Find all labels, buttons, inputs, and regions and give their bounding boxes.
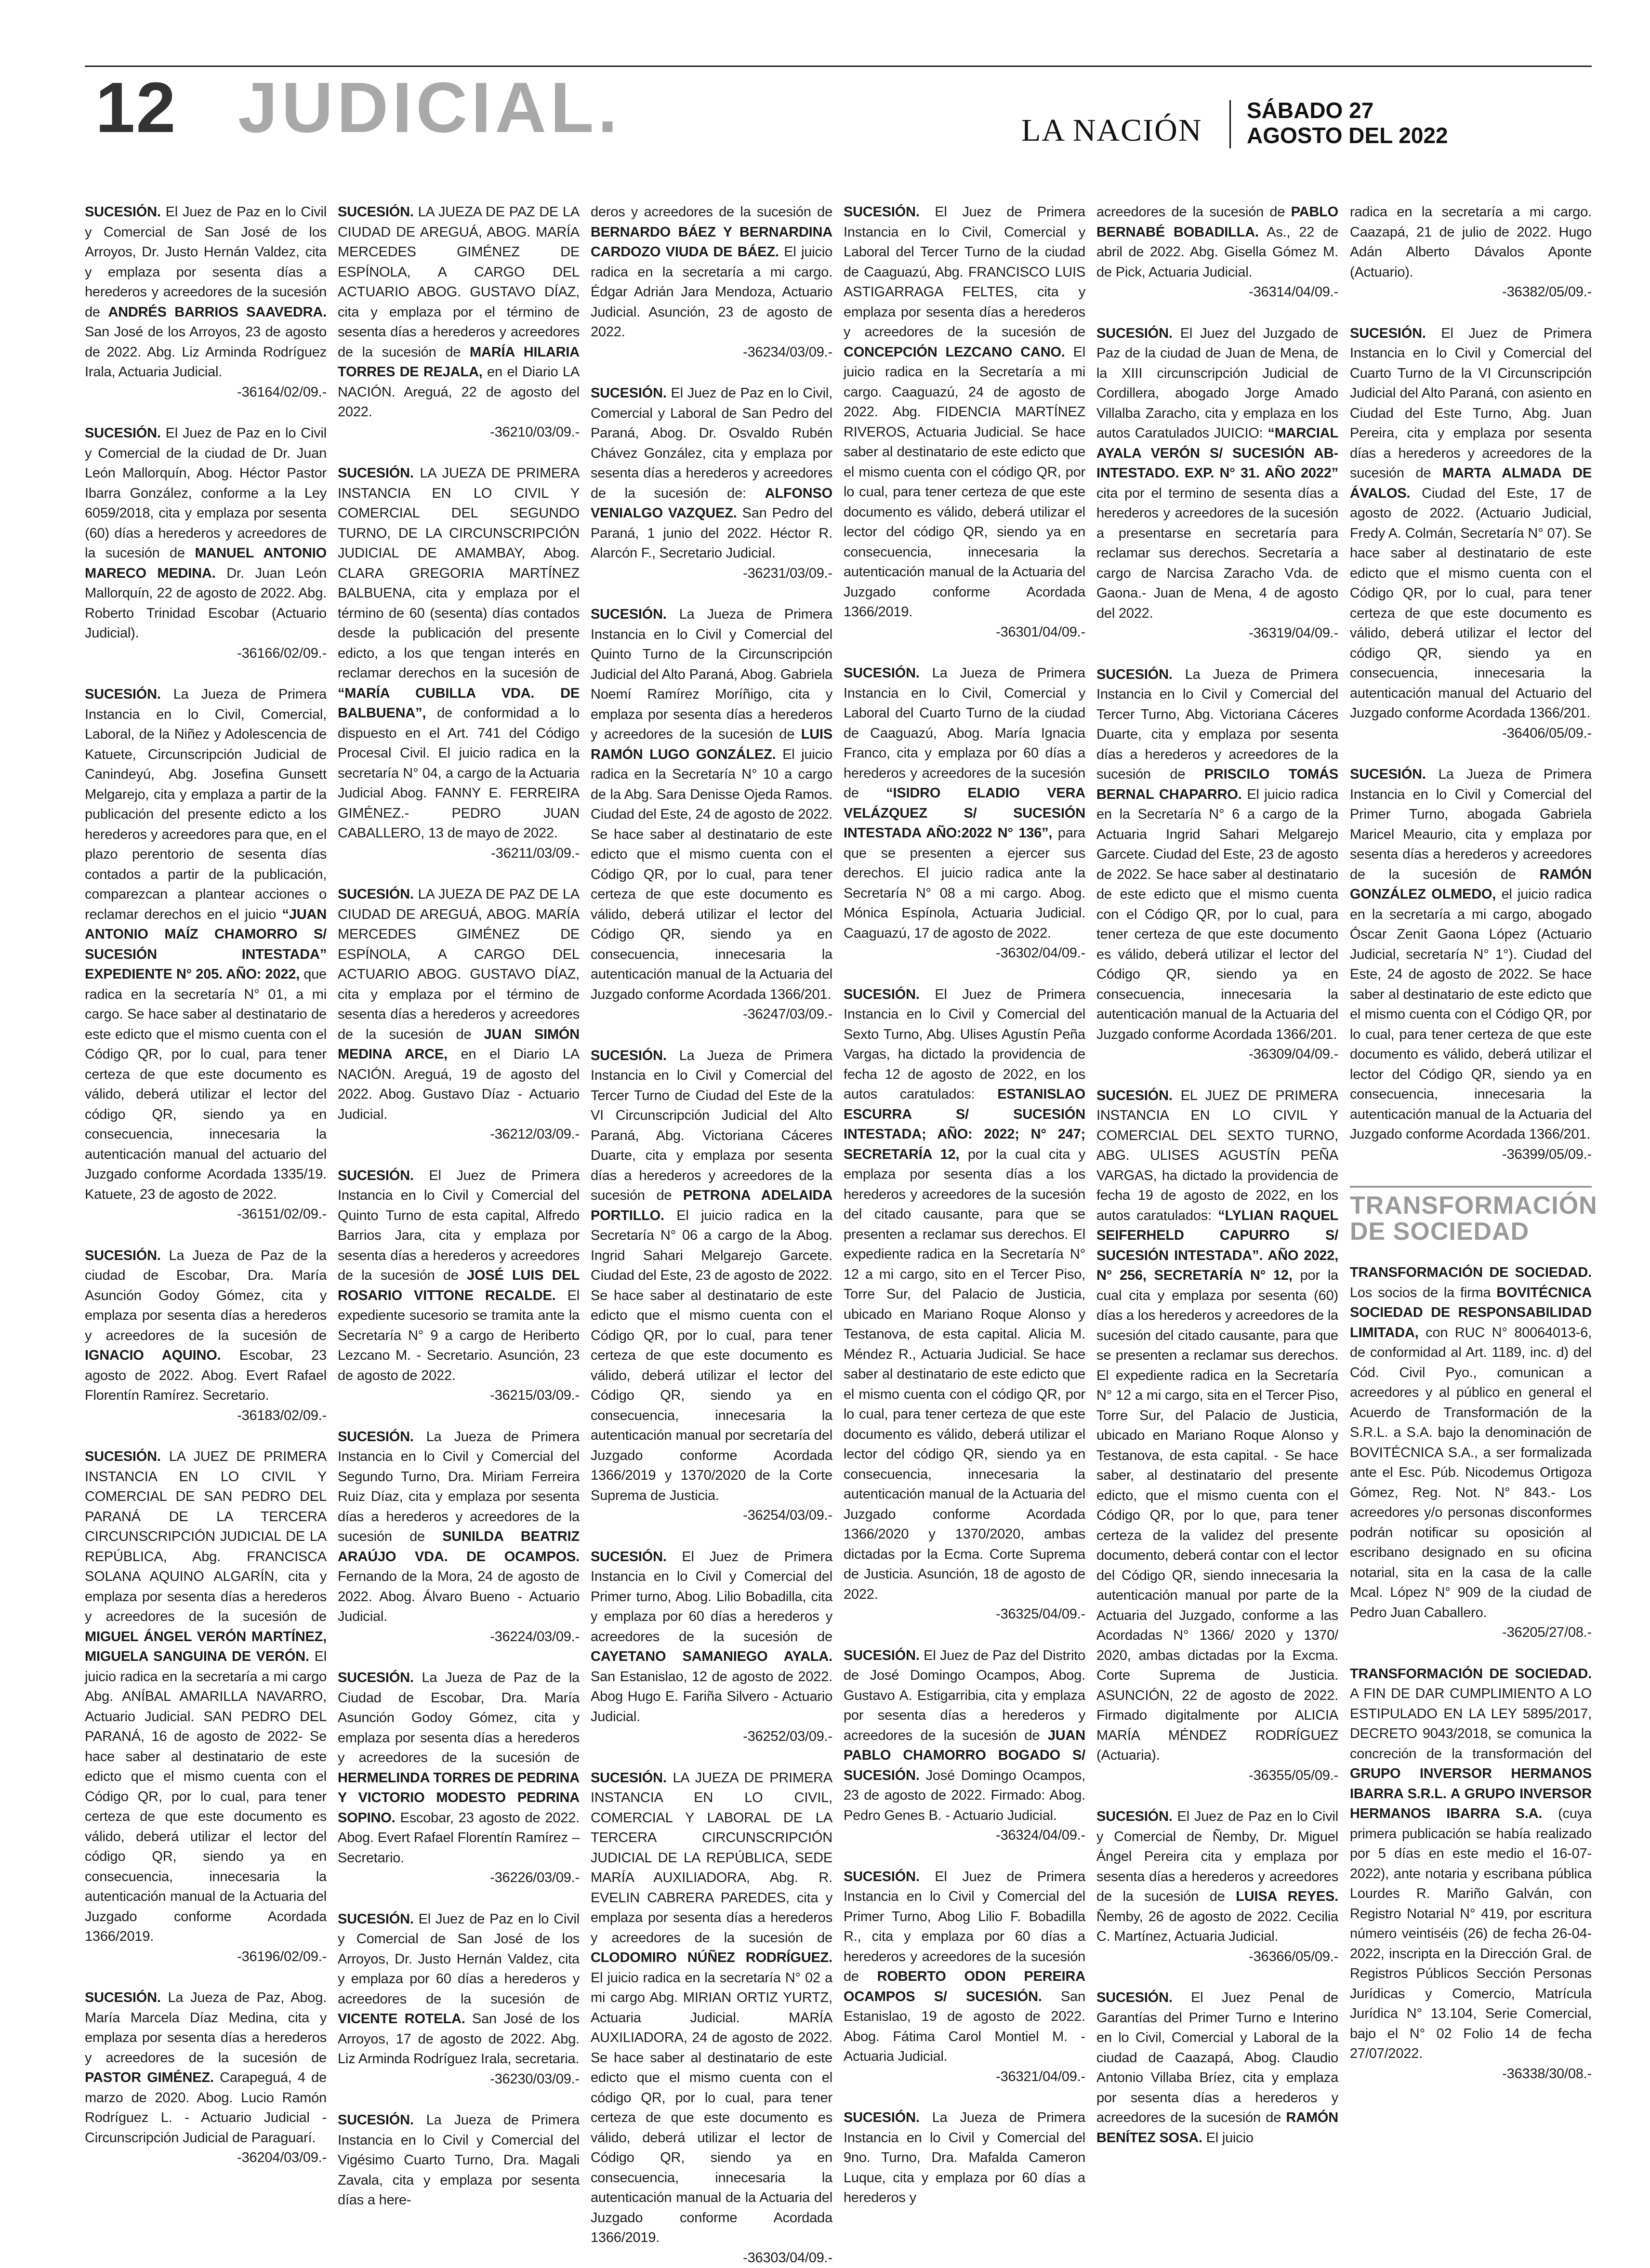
notice-text-end: el juicio radica en la secretaría a mi cargo, abogado Óscar Zenit Gaona López (Actuario Judicial, secretaría N° 1°). Ciudad del Este, 24 de agosto de 2022. Se hace saber al destinatario de este edicto que el mismo cuenta con el Código QR, por lo cual, para tener certeza de que este documento es válido, deberá utilizar el lector del Código QR, siendo ya en consecuencia, innecesaria la autenticación manual de la Actuaria del Juzgado conforme Acordada 1366/201. [1350, 887, 1592, 1142]
date-month-year: AGOSTO DEL 2022 [1247, 124, 1448, 146]
notice-text: radica en la secretaría a mi cargo. Caazapá, 21 de julio de 2022. Hugo Adán Alberto Dávalos Aponte (Actuario). [1350, 204, 1592, 280]
legal-notice [591, 384, 832, 584]
notice-text: El Juez de Paz en lo Civil y Comercial de la ciudad de Dr. Juan León Mallorquín, Abog. Héctor Pastor Ibarra González, conforme a la Ley 6059/2018, cita y emplaza por sesenta (60) días a herederos y acreedores de la sucesión de [85, 425, 327, 561]
notice-text-end: El juicio radica en la Secretaría N° 10 a cargo de la Abg. Sara Denisse Ojeda Ramos. Ciudad del Este, 24 de agosto de 2022. Se hace saber al destinatario de este edicto que el mismo cuenta con el Código QR, por lo cual, para tener certeza de que este documento es válido, deberá utilizar el lector del Código QR, siendo ya en consecuencia, innecesaria la autenticación manual de la Actuaria del Juzgado conforme Acordada 1366/201. [591, 747, 832, 1002]
notice-name: JUAN SIMÓN MEDINA ARCE, [338, 1027, 580, 1062]
notice-type: SUCESIÓN. [591, 1048, 667, 1063]
notice-type: SUCESIÓN. [1096, 1809, 1173, 1824]
legal-notice [1350, 765, 1592, 1165]
notice-text: La Jueza de Primera Instancia en lo Civil y Comercial del Quinto Turno de la Circunscripción Judicial del Alto Paraná, Abog. Gabriela Noemí Ramírez Moríñigo, cita y emplaza por sesenta días a herederos y acreedores de la sucesión de [591, 607, 832, 742]
notice-name: MIGUEL ÁNGEL VERÓN MARTÍNEZ, MIGUELA SANGUINA DE VERÓN. [85, 1629, 327, 1665]
legal-notice [844, 985, 1085, 1625]
notice-text-end: cita por el termino de sesenta días a herederos y acreedores de la sucesión a presentarse en secretaría para reclamar sus derechos. Secretaría a cargo de Narcisa Zaracho Vda. de Gaona.- Juan de Mena, 4 de agosto del 2022. [1096, 486, 1338, 621]
legal-notice [1350, 1664, 1592, 2084]
legal-notice [85, 424, 327, 663]
notice-code: -36303/04/09.- [591, 2248, 832, 2268]
notice-type: SUCESIÓN. [338, 465, 414, 481]
notice-name: MARTA ALMADA DE ÁVALOS. [1350, 465, 1592, 501]
notice-text: LA JUEZA DE PAZ DE LA CIUDAD DE AREGUÁ, ABOG. MARÍA MERCEDES GIMÉNEZ DE ESPÍNOLA, A CARGO DEL ACTUARIO ABOG. GUSTAVO DÍAZ, cita y emplaza por el término de sesenta días a herederos y acreedores de la sucesión de [338, 204, 580, 360]
notice-type: SUCESIÓN. [591, 1549, 667, 1565]
notice-code: -36324/04/09.- [844, 1826, 1085, 1846]
notice-text-end: José Domingo Ocampos, 23 de agosto de 2022. Firmado: Abog. Pedro Genes B. - Actuario Judicial. [844, 1768, 1085, 1823]
notice-text-end: El juicio radica en la secretaría a mi cargo Abg. ANÍBAL AMARILLA NAVARRO, Actuario Judicial. SAN PEDRO DEL PARANÁ, 16 de agosto de 2022- Se hace saber al destinatario de este edicto que el mismo cuenta con el Código QR, por lo cual, para tener certeza de que este documento es válido, deberá utilizar el lector del código QR, siendo ya en consecuencia, innecesaria la autenticación manual de la Actuaria del Juzgado conforme Acordada 1366/2019. [85, 1649, 327, 1944]
notice-text: El Juez del Juzgado de Paz de la ciudad de Juan de Mena, de la XIII circunscripción Judicial de Cordillera, abogado Jorge Amado Villalba Zaracho, cita y emplaza en los autos Caratulados JUICIO: [1096, 326, 1338, 441]
notice-name: PABLO BERNABÉ BOBADILLA. [1096, 204, 1338, 240]
notice-text-end: Fernando de la Mora, 24 de agosto de 2022. Abog. Álvaro Bueno - Actuario Judicial. [338, 1569, 580, 1624]
legal-notice [1096, 202, 1338, 303]
notice-name: JUAN PABLO CHAMORRO BOGADO S/ SUCESIÓN. [844, 1728, 1085, 1783]
column-4 [844, 202, 1085, 2072]
notice-code: -36212/03/09.- [338, 1125, 580, 1145]
legal-notice [85, 1988, 327, 2168]
notice-name: JOSÉ LUIS DEL ROSARIO VITTONE RECALDE. [338, 1268, 580, 1303]
notice-text-end: Dr. Juan León Mallorquín, 22 de agosto de 2022. Abg. Roberto Trinidad Escobar (Actuario Judicial). [85, 566, 327, 641]
notice-code: -36196/02/09.- [85, 1947, 327, 1967]
notice-code: -36211/03/09.- [338, 844, 580, 864]
classifieds-columns [85, 202, 1592, 2072]
newspaper-logo[interactable]: LA NACIÓN [1021, 115, 1202, 146]
notice-name: GRUPO INVERSOR HERMANOS IBARRA S.R.L. A GRUPO INVERSOR HERMANOS IBARRA S.A. [1350, 1766, 1592, 1821]
notice-code: -36406/05/09.- [1350, 724, 1592, 744]
notice-type: SUCESIÓN. [1096, 667, 1173, 682]
notice-type: SUCESIÓN. [85, 1990, 161, 2005]
header-separator [1229, 100, 1231, 148]
notice-text: La Jueza de Primera Instancia en lo Civil y Comercial del Segundo Turno, Dra. Miriam Ferreira Ruiz Díaz, cita y emplaza por sesenta días a herederos y acreedores de la sucesión de [338, 1429, 580, 1545]
notice-code: -36234/03/09.- [591, 343, 832, 363]
notice-type: SUCESIÓN. [338, 1670, 414, 1685]
notice-type: TRANSFORMACIÓN DE SOCIEDAD. [1350, 1666, 1592, 1682]
notice-type: SUCESIÓN. [1350, 326, 1426, 341]
notice-type: SUCESIÓN. [85, 1248, 161, 1263]
legal-notice [1350, 324, 1592, 744]
legal-notice [338, 1910, 580, 2090]
legal-notice [844, 202, 1085, 642]
notice-name: “MARÍA CUBILLA VDA. DE BALBUENA”, [338, 686, 580, 721]
notice-text: El Juez de Primera Instancia en lo Civil y Comercial del Quinto Turno de esta capital, Alfredo Barrios Jara, cita y emplaza por sesenta días a herederos y acreedores de la sucesión de [338, 1168, 580, 1284]
notice-type: SUCESIÓN. [338, 1429, 414, 1445]
legal-notice [338, 1427, 580, 1647]
notice-text-end: Ciudad del Este, 17 de agosto de 2022. (Actuario Judicial, Fredy A. Colmán, Secretaría N° 07). Se hace saber al destinatario de este edicto que el mismo cuenta con el Código QR, por lo cual, para tener certeza de que este documento es válido, deberá utilizar el lector del código QR, siendo ya en consecuencia, innecesaria la autenticación manual del Actuario del Juzgado conforme Acordada 1366/201. [1350, 486, 1592, 721]
notice-name: IGNACIO AQUINO. [85, 1348, 221, 1363]
legal-notice [844, 1646, 1085, 1846]
notice-text: deros y acreedores de la sucesión de [591, 204, 832, 220]
legal-notice [338, 885, 580, 1145]
notice-type: SUCESIÓN. [85, 425, 161, 441]
notice-name: RAMÓN GONZÁLEZ OLMEDO, [1350, 867, 1592, 902]
notice-text: El Juez de Primera Instancia en lo Civil, Comercial y Laboral del Tercer Turno de la ciudad de Caaguazú, Abg. FRANCISCO LUIS ASTIGARRAGA FELTES, cita y emplaza por sesenta días a herederos y acreedores de la sucesión de [844, 204, 1085, 340]
legal-notice [1096, 665, 1338, 1065]
notice-code: -36314/04/09.- [1096, 282, 1338, 303]
legal-notice [844, 663, 1085, 964]
notice-name: MARÍA HILARIA TORRES DE REJALA, [338, 345, 580, 380]
notice-text-end: San José de los Arroyos, 23 de agosto de 2022. Abg. Liz Arminda Rodríguez Irala, Actuaria Judicial. [85, 324, 327, 380]
legal-notice [1350, 202, 1592, 303]
section-title: JUDICIAL. [238, 72, 621, 144]
legal-notice [338, 2110, 580, 2211]
column-6 [1350, 202, 1592, 2072]
notice-type: SUCESIÓN. [338, 2112, 414, 2128]
legal-notice [338, 464, 580, 863]
page-number: 12 [95, 72, 177, 144]
notice-text-end: Ñemby, 26 de agosto de 2022. Cecilia C. Martínez, Actuaria Judicial. [1096, 1909, 1338, 1945]
notice-type: SUCESIÓN. [844, 204, 920, 220]
legal-notice [591, 202, 832, 362]
notice-text-end: Carapeguá, 4 de marzo de 2020. Abog. Lucio Ramón Rodríguez L. - Actuario Judicial - Circunscripción Judicial de Paraguarí. [85, 2070, 327, 2146]
notice-type: SUCESIÓN. [338, 1168, 414, 1183]
notice-text: A FIN DE DAR CUMPLIMIENTO A LO ESTIPULADO EN LA LEY 5895/2017, DECRETO 9043/2018, se comunica la concreción de la transformación del [1350, 1686, 1592, 1762]
notice-name: VICENTE ROTELA. [338, 2011, 465, 2027]
notice-name: “ISIDRO ELADIO VERA VELÁZQUEZ S/ SUCESIÓN INTESTADA AÑO:2022 N° 136”, [844, 785, 1085, 841]
legal-notice [85, 1447, 327, 1967]
notice-code: -36319/04/09.- [1096, 623, 1338, 644]
legal-notice [591, 1046, 832, 1526]
notice-text: El Juez de Paz en lo Civil y Comercial de San José de los Arroyos, Dr. Justo Hernán Valdez, cita y emplaza por 60 días a herederos y acreedores de la sucesión de [338, 1911, 580, 2007]
notice-code: -36355/05/09.- [1096, 1766, 1338, 1786]
notice-text: Los socios de la firma [1350, 1285, 1496, 1300]
notice-text: acreedores de la sucesión de [1096, 204, 1291, 220]
notice-code: -36382/05/09.- [1350, 282, 1592, 303]
notice-text-end: de conformidad a lo dispuesto en el Art. 741 del Código Procesal Civil. El juicio radica en la secretaría N° 04, a cargo de la Actuaria Judicial Abog. FANNY E. FERREIRA GIMÉNEZ.- PEDRO JUAN CABALLERO, 13 de mayo de 2022. [338, 705, 580, 841]
notice-code: -36226/03/09.- [338, 1868, 580, 1888]
notice-code: -36252/03/09.- [591, 1727, 832, 1747]
notice-text: La Jueza de Primera Instancia en lo Civil y Comercial del Tercer Turno, Abg. Victoriana Cáceres Duarte, cita y emplaza por sesenta días a herederos y acreedores de la sucesión de [1096, 667, 1338, 783]
notice-code: -36210/03/09.- [338, 423, 580, 443]
notice-name: “LYLIAN RAQUEL SEIFERHELD CAPURRO S/ SUCESIÓN INTESTADA”. AÑO 2022, N° 256, SECRETARÍA N° 12, [1096, 1208, 1338, 1284]
notice-name: “JUAN ANTONIO MAÍZ CHAMORRO S/ SUCESIÓN INTESTADA” EXPEDIENTE N° 205. AÑO: 2022, [85, 907, 327, 982]
notice-type: SUCESIÓN. [591, 607, 667, 622]
legal-notice [591, 1547, 832, 1747]
notice-name: ROBERTO ODON PEREIRA OCAMPOS S/ SUCESIÓN. [844, 1969, 1085, 2004]
legal-notice [844, 1867, 1085, 2087]
notice-text: LA JUEZA DE PAZ DE LA CIUDAD DE AREGUÁ, ABOG. MARÍA MERCEDES GIMÉNEZ DE ESPÍNOLA, A CARGO DEL ACTUARIO ABOG. GUSTAVO DÍAZ, cita y emplaza por el término de sesenta días a herederos y acreedores de la sucesión de [338, 887, 580, 1042]
notice-type: SUCESIÓN. [844, 2110, 920, 2125]
notice-code: -36151/02/09.- [85, 1205, 327, 1225]
legal-notice [338, 202, 580, 442]
notice-text: LA JUEZA DE PRIMERA INSTANCIA EN LO CIVIL Y COMERCIAL DEL SEGUNDO TURNO, DE LA CIRCUNSCRIPCIÓN JUDICIAL DE AMAMBAY, Abog. CLARA GREGORIA MARTÍNEZ BALBUENA, cita y emplaza por el término de 60 (sesenta) días contados desde la publicación del presente edicto, a los que tengan interés en reclamar derechos en la sucesión de [338, 465, 580, 681]
notice-name: PETRONA ADELAIDA PORTILLO. [591, 1188, 832, 1223]
notice-code: -36247/03/09.- [591, 1005, 832, 1025]
notice-text-end: Escobar, 23 agosto de 2022. Abog. Evert Rafael Florentín Ramírez – Secretario. [338, 1810, 580, 1866]
notice-text-end: El juicio radica en la secretaría a mi cargo. Édgar Adrián Jara Mendoza, Actuario Judicial. Asunción, 23 de agosto de 2022. [591, 244, 832, 340]
notice-text: El Juez de Primera Instancia en lo Civil y Comercial del Cuarto Turno de la VI Circunscripción Judicial del Alto Paraná, con asiento en Ciudad del Este Turno, Abg. Juan Pereira, cita y emplaza por sesenta días a herederos y acreedores de la sucesión de [1350, 326, 1592, 481]
notice-type: TRANSFORMACIÓN DE SOCIEDAD. [1350, 1265, 1592, 1280]
notice-text: El Juez Penal de Garantías del Primer Turno e Interino en lo Civil, Comercial y Laboral de la ciudad de Caazapá, Abog. Claudio Antonio Villaba Bríez, cita y emplaza por sesenta días a herederos y acreedores de la sucesión de [1096, 1990, 1338, 2125]
notice-code: -36301/04/09.- [844, 623, 1085, 643]
notice-text-end: San Estanislao, 12 de agosto de 2022. Abog Hugo E. Fariña Silvero - Actuario Judicial. [591, 1669, 832, 1724]
notice-text-end: en el Diario LA NACIÓN. Areguá, 22 de agosto del 2022. [338, 364, 580, 420]
notice-text: La Jueza de Primera Instancia en lo Civil, Comercial y Laboral del Cuarto Turno de la ciudad de Caaguazú, Abog. María Ignacia Franco, cita y emplaza por 60 días a herederos y acreedores de la sucesión de [844, 665, 1085, 801]
notice-text-end: (cuya primera publicación se había realizado por 5 días en este medio el 16-07-2022), ante notaria y escribana pública Lourdes R. Mariño Galván, con Registro Notarial N° 419, por escritura número veintiséis (26) de fecha 26-04-2022, inscripta en la Dirección Gral. de Registros Públicos Sección Personas Jurídicas y Comercio, Matrícula Jurídica N° 13.104, Serie Comercial, bajo el N° 02 Folio 14 de fecha 27/07/2022. [1350, 1806, 1592, 2061]
notice-text: El Juez de Paz en lo Civil, Comercial y Laboral de San Pedro del Paraná, Abog. Dr. Osvaldo Rubén Chávez González, cita y emplaza por sesenta días a herederos y acreedores de la sucesión de: [591, 385, 832, 501]
legal-notice [591, 1768, 832, 2268]
notice-code: -36399/05/09.- [1350, 1145, 1592, 1165]
notice-text-end: El juicio radica en la Secretaría a mi cargo. Caaguazú, 24 de agosto de 2022. Abg. FIDENCIA MARTÍNEZ RIVEROS, Actuaria Judicial. Se hace saber al destinatario de este edicto que el mismo cuenta con el código QR, por lo cual, para tener certeza de que este documento es válido, deberá utilizar el lector del código QR, siendo ya en consecuencia, innecesaria la autenticación manual de la Actuaria del Juzgado conforme Acordada 1366/2019. [844, 345, 1085, 620]
notice-text: La Jueza de Primera Instancia en lo Civil y Comercial del Vigésimo Cuarto Turno, Dra. Magali Zavala, cita y emplaza por sesenta días a here- [338, 2112, 580, 2208]
legal-notice [1096, 1807, 1338, 1967]
notice-text: El Juez de Paz del Distrito de José Domingo Ocampos, Abog. Gustavo A. Estigarribia, cita y emplaza por sesenta días a herederos y acreedores de la sucesión de [844, 1648, 1085, 1743]
notice-name: ESTANISLAO ESCURRA S/ SUCESIÓN INTESTADA; AÑO: 2022; N° 247; SECRETARÍA 12, [844, 1087, 1085, 1162]
notice-text-end: por la cual cita y emplaza por sesenta días a los herederos y acreedores de la sucesión del citado causante, para que se presenten a reclamar sus derechos. El expediente radica en la Secretaría N° 12 a mi cargo, sito en el Tercer Piso, Torre Sur, del Palacio de Justicia, ubicado en Mariano Roque Alonso y Testanova, de esta capital. Alicia M. Méndez R., Actuaria Judicial. Se hace saber al destinatario de este edicto que el mismo cuenta con el código QR, por lo cual, para tener certeza de que este documento es válido, deberá utilizar el lector del código QR, siendo ya en consecuencia, innecesaria la autenticación manual de la Actuaria del Juzgado conforme Acordada 1366/2020 y 1370/2020, ambas dictadas por la Ecma. Corte Suprema de Justicia. Asunción, 18 de agosto de 2022. [844, 1147, 1085, 1602]
notice-text-end: San Estanislao, 19 de agosto de 2022. Abog. Fátima Carol Montiel M. - Actuaria Judicial. [844, 1989, 1085, 2065]
notice-name: MANUEL ANTONIO MARECO MEDINA. [85, 545, 327, 581]
notice-type: SUCESIÓN. [1096, 1088, 1173, 1103]
notice-code: -36321/04/09.- [844, 2067, 1085, 2087]
notice-text: El Juez de Primera Instancia en lo Civil y Comercial del Primer Turno, Abog Lilio F. Bobadilla R., cita y emplaza por 60 días a herederos y acreedores de la sucesión de [844, 1869, 1085, 1985]
notice-type: SUCESIÓN. [1350, 767, 1426, 782]
notice-text-end: con RUC N° 80064013-6, de conformidad al Art. 1189, inc. d) del Cód. Civil Pyo., comunican a acreedores y al público en general el Acuerdo de Transformación de la S.R.L. a S.A. bajo la denominación de BOVITÉCNICA S.A., a ser formalizada ante el Esc. Púb. Nicodemus Ortigoza Gómez, Reg. Not. N° 843.- Los acreedores y/o personas disconformes podrán notificar su oposición al escribano designado en su oficina notarial, sita en la casa de la calle Mcal. López N° 909 de la ciudad de Pedro Juan Caballero. [1350, 1325, 1592, 1620]
notice-name: BOVITÉCNICA SOCIEDAD DE RESPONSABILIDAD LIMITADA, [1350, 1285, 1592, 1340]
notice-name: HERMELINDA TORRES DE PEDRINA Y VICTORIO MODESTO PEDRINA SOPINO. [338, 1770, 580, 1826]
column-2 [338, 202, 580, 2072]
notice-type: SUCESIÓN. [85, 204, 161, 220]
legal-notice [1096, 1988, 1338, 2148]
column-1 [85, 202, 327, 2072]
notice-text-end: por la cual cita y emplaza por sesenta (60) días a los herederos y acreedores de la sucesión del citado causante, para que se presenten a reclamar sus derechos. El expediente radica en la Secretaría N° 12 a mi cargo, sita en el Tercer Piso, Torre Sur, del Palacio de Justicia, ubicado en Mariano Roque Alonso y Testanova, de esta capital. - Se hace saber, al destinatario del presente edicto, que el mismo cuenta con el Código QR, por lo que, para tener certeza de la validez del presente documento, deberá contar con el lector del Código QR, siendo innecesaria la autenticación manual por parte de la Actuaria del Juzgado, conforme a las Acordadas N° 1366/ 2020 y 1370/ 2020, ambas dictadas por la Excma. Corte Suprema de Justicia. ASUNCIÓN, 22 de agosto de 2022. Firmado digitalmente por ALICIA MARÍA MÉNDEZ RODRÍGUEZ (Actuaria). [1096, 1268, 1338, 1763]
column-5 [1096, 202, 1338, 2072]
notice-name: SUNILDA BEATRIZ ARAÚJO VDA. DE OCAMPOS. [338, 1529, 580, 1565]
notice-code: -36224/03/09.- [338, 1627, 580, 1647]
legal-notice [85, 1246, 327, 1426]
column-3 [591, 202, 832, 2072]
notice-code: -36309/04/09.- [1096, 1045, 1338, 1065]
notice-text-end: San José de los Arroyos, 17 de agosto de 2022. Abg. Liz Arminda Rodríguez Irala, secretaria. [338, 2011, 580, 2067]
notice-text: La Jueza de Primera Instancia en lo Civil y Comercial del Tercer Turno de Ciudad del Este de la VI Circunscripción Judicial del Alto Paraná, Abg. Victoriana Cáceres Duarte, cita y emplaza por sesenta días a herederos y acreedores de la sucesión de [591, 1048, 832, 1204]
notice-text-end: Escobar, 23 agosto de 2022. Abog. Evert Rafael Florentín Ramírez. Secretario. [85, 1348, 327, 1403]
notice-code: -36366/05/09.- [1096, 1947, 1338, 1967]
legal-notice [338, 1668, 580, 1888]
notice-name: PASTOR GIMÉNEZ. [85, 2070, 214, 2085]
notice-name: CLODOMIRO NÚÑEZ RODRÍGUEZ. [591, 1950, 832, 1965]
notice-text-end: que radica en la secretaría N° 01, a mi cargo. Se hace saber al destinatario de este edicto que el mismo cuenta con el Código QR, por lo cual, para tener certeza de que este documento es válido, deberá utilizar el lector del código QR, siendo ya en consecuencia, innecesaria la autenticación manual del actuario del Juzgado conforme Acordada 1335/19. Katuete, 23 de agosto de 2022. [85, 967, 327, 1202]
date-weekday: SÁBADO 27 [1247, 99, 1373, 121]
notice-code: -36230/03/09.- [338, 2069, 580, 2090]
notice-text-end: El juicio radica en la Secretaría N° 06 a cargo de la Abog. Ingrid Sahari Melgarejo Garcete. Ciudad del Este, 23 de agosto de 2022. Se hace saber al destinatario de este edicto que el mismo cuenta con el Código QR, por lo cual, para tener certeza de que este documento es válido, deberá utilizar el lector del Código QR, siendo ya en consecuencia, innecesaria la autenticación manual por secretaría del Juzgado conforme Acordada 1366/2019 y 1370/2020 de la Corte Suprema de Justicia. [591, 1208, 832, 1503]
notice-text: El Juez de Paz en lo Civil y Comercial de Ñemby, Dr. Miguel Ángel Pereira cita y emplaza por sesenta días a herederos y acreedores de la sucesión de [1096, 1809, 1338, 1904]
notice-type: SUCESIÓN. [591, 385, 667, 401]
notice-type: SUCESIÓN. [844, 665, 920, 681]
notice-text: La Jueza de Paz de la Ciudad de Escobar, Dra. María Asunción Godoy Gómez, cita y emplaza por sesenta días a herederos y acreedores de la sucesión de [338, 1670, 580, 1765]
notice-text: La Jueza de Paz de la ciudad de Escobar, Dra. María Asunción Godoy Gómez, cita y emplaza por sesenta días a herederos y acreedores de la sucesión de [85, 1248, 327, 1343]
notice-type: SUCESIÓN. [338, 1911, 414, 1927]
notice-code: -36325/04/09.- [844, 1605, 1085, 1625]
notice-type: SUCESIÓN. [844, 1869, 920, 1884]
notice-text-end: El juicio radica en la secretaría N° 02 a mi cargo Abg. MIRIAN ORTIZ YURTZ, Actuaria Judicial. MARÍA AUXILIADORA, 24 de agosto de 2022. Se hace saber al destinatario de este edicto que el mismo cuenta con el código QR, por lo cual, para tener certeza de que este documento es válido, deberá utilizar el lector de Código QR, siendo ya en consecuencia, innecesaria la autenticación manual de la Actuaria del Juzgado conforme Acordada 1366/2019. [591, 1970, 832, 2246]
notice-name: “MARCIAL AYALA VERÓN S/ SUCESIÓN AB-INTESTADO. EXP. N° 31. AÑO 2022” [1096, 425, 1338, 481]
notice-type: SUCESIÓN. [338, 204, 414, 220]
notice-text-end: San Pedro del Paraná, 1 junio del 2022. Héctor R. Alarcón F., Secretario Judicial. [591, 505, 832, 561]
notice-text: La Jueza de Primera Instancia en lo Civil y Comercial del Primer Turno, abogada Gabriela Maricel Meaurio, cita y emplaza por sesenta días a herederos y acreedores de la sucesión de [1350, 767, 1592, 882]
legal-notice [1096, 1086, 1338, 1786]
notice-text-end: para que se presenten a ejercer sus derechos. El juicio radica ante la Secretaría N° 08 a mi cargo. Abog. Mónica Espínola, Actuaria Judicial. Caaguazú, 17 de agosto de 2022. [844, 825, 1085, 941]
notice-code: -36164/02/09.- [85, 383, 327, 403]
notice-code: -36204/03/09.- [85, 2148, 327, 2168]
notice-code: -36215/03/09.- [338, 1386, 580, 1406]
notice-type: SUCESIÓN. [591, 1770, 667, 1786]
notice-text: LA JUEZA DE PRIMERA INSTANCIA EN LO CIVIL, COMERCIAL Y LABORAL DE LA TERCERA CIRCUNSCRIPCIÓN JUDICIAL DE LA REPÚBLICA, SEDE MARÍA AUXILIADORA, Abg. R. EVELIN CABRERA PAREDES, cita y emplaza por sesenta días a herederos y acreedores de la sucesión de [591, 1770, 832, 1946]
notice-text: El Juez de Primera Instancia en lo Civil y Comercial del Sexto Turno, Abg. Ulises Agustín Peña Vargas, ha dictado la providencia de fecha 12 de agosto de 2022, en los autos caratulados: [844, 987, 1085, 1102]
notice-name: LUISA REYES. [1236, 1889, 1338, 1904]
notice-code: -36302/04/09.- [844, 943, 1085, 964]
notice-code: -36166/02/09.- [85, 644, 327, 664]
legal-notice [591, 605, 832, 1025]
notice-text: LA JUEZ DE PRIMERA INSTANCIA EN LO CIVIL Y COMERCIAL DE SAN PEDRO DEL PARANÁ DE LA TERCERA CIRCUNSCRIPCIÓN JUDICIAL DE LA REPÚBLICA, Abg. FRANCISCA SOLANA AQUINO ALGARÍN, cita y emplaza por sesenta días a herederos y acreedores de la sucesión de [85, 1449, 327, 1624]
notice-name: ANDRÉS BARRIOS SAAVEDRA. [108, 305, 327, 320]
notice-text: La Jueza de Primera Instancia en lo Civil, Comercial, Laboral, de la Niñez y Adolescencia de Katuete, Circunscripción Judicial de Canindeyú, Abg. Josefina Gunsett Melgarejo, cita y emplaza a partir de la publicación del presente edicto a los herederos y acreedores para que, en el plazo perentorio de sesenta días contados a partir de la publicación, comparezcan a plantear acciones o reclamar derechos en el juicio [85, 687, 327, 922]
header-rule [85, 66, 1592, 67]
notice-text-end: El juicio radica en la Secretaría N° 6 a cargo de la Actuaria Ingrid Sahari Melgarejo Garcete. Ciudad del Este, 23 de agosto de 2022. Se hace saber al destinatario de este edicto que el mismo cuenta con el Código QR, por lo cual, para tener certeza de que este documento es válido, deberá utilizar el lector del Código QR, siendo ya en consecuencia, innecesaria la autenticación manual de la Actuaria del Juzgado conforme Acordada 1366/201. [1096, 787, 1338, 1042]
notice-text-end: en el Diario LA NACIÓN. Areguá, 19 de agosto del 2022. Abog. Gustavo Díaz - Actuario Judicial. [338, 1047, 580, 1122]
notice-type: SUCESIÓN. [85, 1449, 161, 1464]
notice-type: SUCESIÓN. [85, 687, 161, 702]
legal-notice [844, 2108, 1085, 2208]
notice-type: SUCESIÓN. [1096, 1990, 1173, 2005]
notice-text-end: El expediente sucesorio se tramita ante la Secretaría N° 9 a cargo de Heriberto Lezcano M. - Secretario. Asunción, 23 de agosto de 2022. [338, 1288, 580, 1383]
notice-code: -36254/03/09.- [591, 1506, 832, 1526]
legal-notice [1350, 1263, 1592, 1643]
legal-notice [85, 685, 327, 1225]
notice-type: SUCESIÓN. [1096, 326, 1173, 341]
notice-code: -36231/03/09.- [591, 564, 832, 584]
notice-type: SUCESIÓN. [338, 887, 414, 902]
notice-code: -36183/02/09.- [85, 1406, 327, 1426]
notice-text: El Juez de Primera Instancia en lo Civil y Comercial del Primer turno, Abog. Lilio Bobadilla, cita y emplaza por 60 días a herederos y acreedores de la sucesión de [591, 1549, 832, 1645]
notice-name: BERNARDO BÁEZ Y BERNARDINA CARDOZO VIUDA DE BÁEZ. [591, 225, 832, 260]
notice-name: ALFONSO VENIALGO VAZQUEZ. [591, 486, 832, 521]
notice-text: El Juez de Paz en lo Civil y Comercial de San José de los Arroyos, Dr. Justo Hernán Valdez, cita y emplaza por sesenta días a herederos y acreedores de la sucesión de [85, 204, 327, 320]
notice-text-end: As., 22 de abril de 2022. Abg. Gisella Gómez M. de Pick, Actuaria Judicial. [1096, 225, 1338, 280]
legal-notice [338, 1166, 580, 1406]
notice-name: PRISCILO TOMÁS BERNAL CHAPARRO. [1096, 767, 1338, 802]
notice-type: SUCESIÓN. [844, 987, 920, 1002]
notice-name: LUIS RAMÓN LUGO GONZÁLEZ. [591, 727, 832, 762]
legal-notice [85, 202, 327, 402]
notice-code: -36338/30/08.- [1350, 2064, 1592, 2084]
notice-text: La Jueza de Primera Instancia en lo Civil y Comercial del 9no. Turno, Dra. Mafalda Cameron Luque, cita y emplaza por 60 días a herederos y [844, 2110, 1085, 2205]
notice-type: SUCESIÓN. [844, 1648, 920, 1663]
notice-text: EL JUEZ DE PRIMERA INSTANCIA EN LO CIVIL Y COMERCIAL DEL SEXTO TURNO, ABG. ULISES AGUSTÍN PEÑA VARGAS, ha dictado la providencia de fecha 19 de agosto de 2022, en los autos caratulados: [1096, 1088, 1338, 1223]
legal-notice [1096, 324, 1338, 644]
section-heading: TRANSFORMACIÓN DE SOCIEDAD [1350, 1186, 1592, 1245]
notice-name: CAYETANO SAMANIEGO AYALA. [591, 1649, 832, 1664]
notice-text: La Jueza de Paz, Abog. María Marcela Díaz Medina, cita y emplaza por sesenta días a herederos y acreedores de la sucesión de [85, 1990, 327, 2066]
notice-name: RAMÓN BENÍTEZ SOSA. [1096, 2110, 1338, 2146]
notice-code: -36205/27/08.- [1350, 1623, 1592, 1643]
notice-text-end: El juicio [1202, 2130, 1254, 2146]
notice-name: CONCEPCIÓN LEZCANO CANO. [844, 345, 1065, 360]
